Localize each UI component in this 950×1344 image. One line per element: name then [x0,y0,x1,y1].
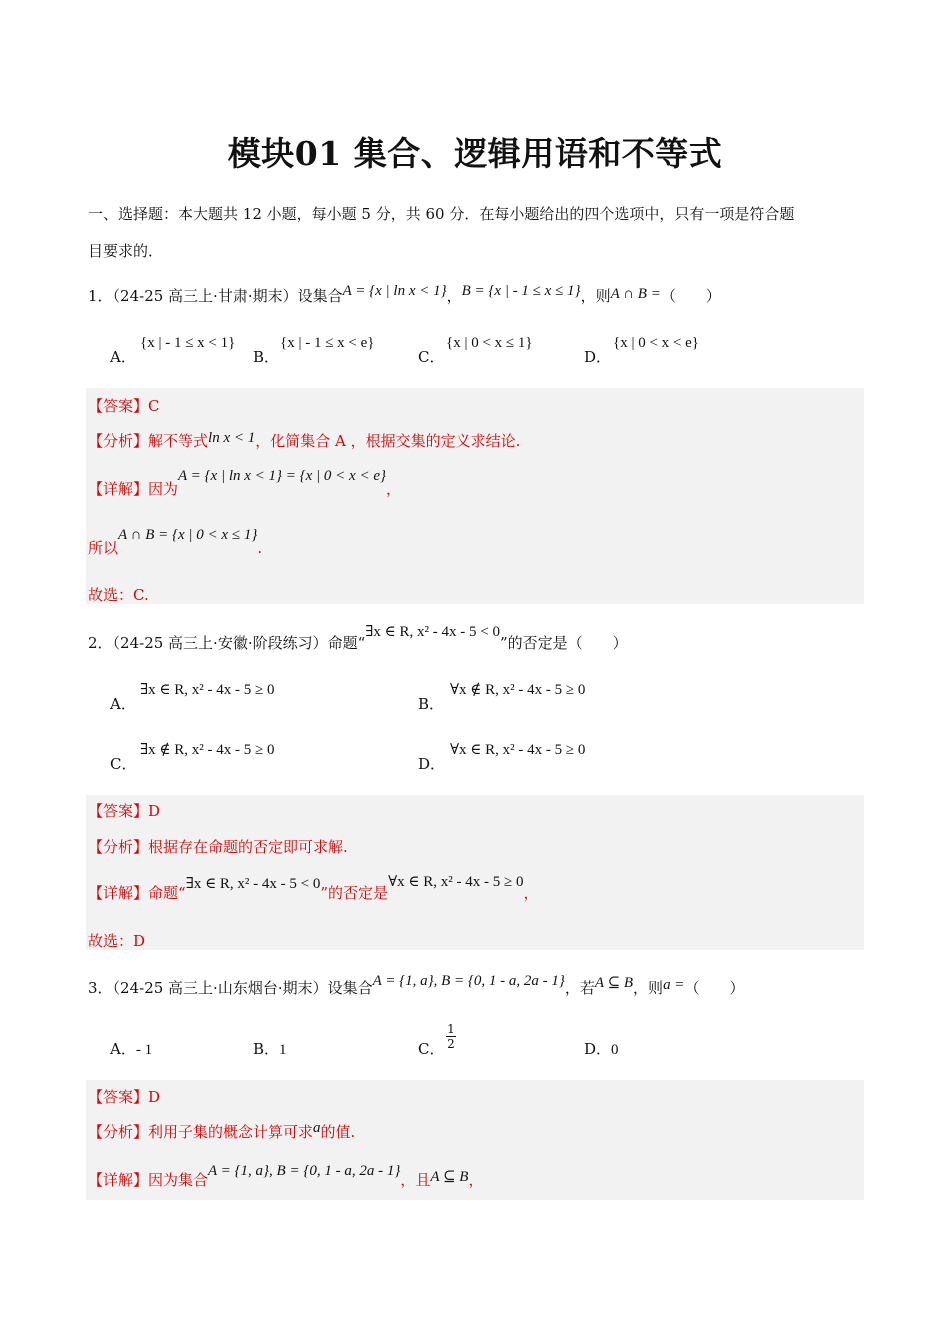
q3-detail-sets: A = {1, a}, B = {0, 1 - a, 2a - 1} [208,1163,401,1179]
q3-option-a-label: A． [110,1040,136,1058]
q1-so [88,527,263,558]
q3-analysis-post: 的值. [320,1123,356,1141]
q1-option-b: {x | - 1 ≤ x < e} [280,335,375,351]
q2-answer [88,800,160,821]
q3-option-d-label: D． [584,1040,612,1058]
q1-option-b-label: B． [253,348,280,366]
q1-comma: ， [446,287,462,305]
q1-source: （24-25 高三上·甘肃·期末）设集合 [112,287,343,305]
q2-detail-mid: ”的否定是 [320,884,389,902]
section-intro-line2: 目要求的． [88,242,164,260]
q1-set-a: A = {x | ln x < 1} [342,283,447,299]
q1-answer-value: C [148,397,160,415]
q2-option-d: ∀x ∈ R, x² - 4x - 5 ≥ 0 [450,742,586,758]
q3-detail-subset: A ⊆ B [430,1169,469,1185]
q3-option-b-label: B． [253,1040,280,1058]
q3-option-d-value: 0 [611,1042,619,1058]
q3-answer [88,1086,160,1107]
section-intro-line1: 一、选择题：本大题共 12 小题，每小题 5 分，共 60 分．在每小题给出的四个选项中，只有一项是符合题 [88,205,795,223]
q3-answer-value: D [148,1088,161,1106]
q1-so-post: . [257,539,263,557]
q2-option-b: ∀x ∉ R, x² - 4x - 5 ≥ 0 [450,682,586,698]
q1-set-b: B = {x | - 1 ≤ x ≤ 1} [461,283,581,299]
q3-sets: A = {1, a}, B = {0, 1 - a, 2a - 1} [372,973,565,989]
q2-analysis [88,836,348,857]
q1-number: 1． [88,287,113,305]
q2-option-c-label: C． [110,755,137,773]
q1-option-a-label: A． [110,348,136,366]
q3-option-c-label: C． [418,1040,445,1058]
q1-option-d-label: D． [584,348,612,366]
q3-analysis-pre: 利用子集的概念计算可求 [148,1123,314,1141]
q2-detail [88,874,539,903]
q3-then: ，则 [633,979,664,997]
q2-tail: ”的否定是（ ） [499,634,628,652]
q2-proposition: ∃x ∈ R, x² - 4x - 5 < 0 [365,624,500,640]
q1-option-a: {x | - 1 ≤ x < 1} [140,335,236,351]
q3-detail-mid: ，且 [400,1171,431,1189]
q1-detail-tag: 【详解】 [88,480,149,498]
q3-detail-tag: 【详解】 [88,1171,149,1189]
q3-number: 3． [88,979,113,997]
q1-then: ，则 [580,287,611,305]
q1-analysis-pre: 解不等式 [148,432,209,450]
q2-option-b-label: B． [418,695,445,713]
q3-option-b [253,1038,287,1059]
q1-analysis-math: ln x < 1 [208,430,256,446]
q1-answer-tag: 【答案】 [88,397,149,415]
q1-choose: 故选：C. [88,586,149,604]
q3-analysis-tag: 【分析】 [88,1123,149,1141]
q3-answer-tag: 【答案】 [88,1088,149,1106]
q2-option-c: ∃x ∉ R, x² - 4x - 5 ≥ 0 [140,742,275,758]
q1-option-d: {x | 0 < x < e} [613,335,699,351]
q2-analysis-tag: 【分析】 [88,838,149,856]
q3-detail-post: ， [468,1171,484,1189]
q1-stem [88,285,721,306]
q3-variable: a = [663,977,685,993]
q1-detail-math: A = {x | ln x < 1} = {x | 0 < x < e} [178,468,386,484]
q3-analysis [88,1121,355,1142]
q3-option-c-denominator: 2 [447,1037,455,1051]
q3-subset: A ⊆ B [594,975,634,991]
q2-detail-pre: 命题“ [148,884,186,902]
q3-detail-pre: 因为集合 [148,1171,209,1189]
q1-so-pre: 所以 [88,539,119,557]
q2-option-a-label: A． [110,695,136,713]
q2-choose: 故选：D [88,932,146,950]
q2-detail-negation: ∀x ∈ R, x² - 4x - 5 ≥ 0 [388,874,524,890]
q1-so-math: A ∩ B = {x | 0 < x ≤ 1} [118,527,258,543]
q2-detail-proposition: ∃x ∈ R, x² - 4x - 5 < 0 [185,876,321,892]
q2-source: （24-25 高三上·安徽·阶段练习）命题“ [112,634,366,652]
q2-solution-box [86,795,864,950]
q2-detail-post: ， [523,884,539,902]
q1-answer [88,395,160,416]
q3-paren: （ ） [684,979,745,997]
q3-detail [88,1163,484,1190]
page-title: 模块01 集合、逻辑用语和不等式 [227,134,723,173]
q3-option-c-numerator: 1 [447,1022,455,1036]
q1-expression: A ∩ B = [610,286,661,302]
q2-number: 2． [88,634,113,652]
q1-option-c: {x | 0 < x ≤ 1} [446,335,533,351]
q3-source: （24-25 高三上·山东烟台·期末）设集合 [112,979,373,997]
q1-analysis-post: ，化简集合 A ，根据交集的定义求结论. [255,432,521,450]
q2-option-d-label: D． [418,755,446,773]
q1-detail [88,468,401,499]
q2-answer-tag: 【答案】 [88,802,149,820]
q2-option-a: ∃x ∈ R, x² - 4x - 5 ≥ 0 [140,682,275,698]
q1-analysis [88,430,520,451]
q3-analysis-variable: a [313,1120,321,1136]
q2-detail-tag: 【详解】 [88,884,149,902]
q3-option-c-fraction [446,1022,456,1051]
q1-option-c-label: C． [418,348,445,366]
q3-if: ，若 [564,979,595,997]
q3-option-a [110,1038,152,1059]
q3-option-a-value: - 1 [135,1042,153,1058]
q3-option-d [584,1038,619,1059]
q1-analysis-tag: 【分析】 [88,432,149,450]
q2-stem [88,624,628,653]
q3-stem [88,973,745,998]
q2-answer-value: D [148,802,161,820]
q2-analysis-text: 根据存在命题的否定即可求解. [148,838,348,856]
q1-detail-pre: 因为 [148,480,179,498]
q1-detail-post: ， [385,480,401,498]
q3-option-b-value: 1 [279,1042,287,1058]
q1-paren: （ ） [660,287,721,305]
